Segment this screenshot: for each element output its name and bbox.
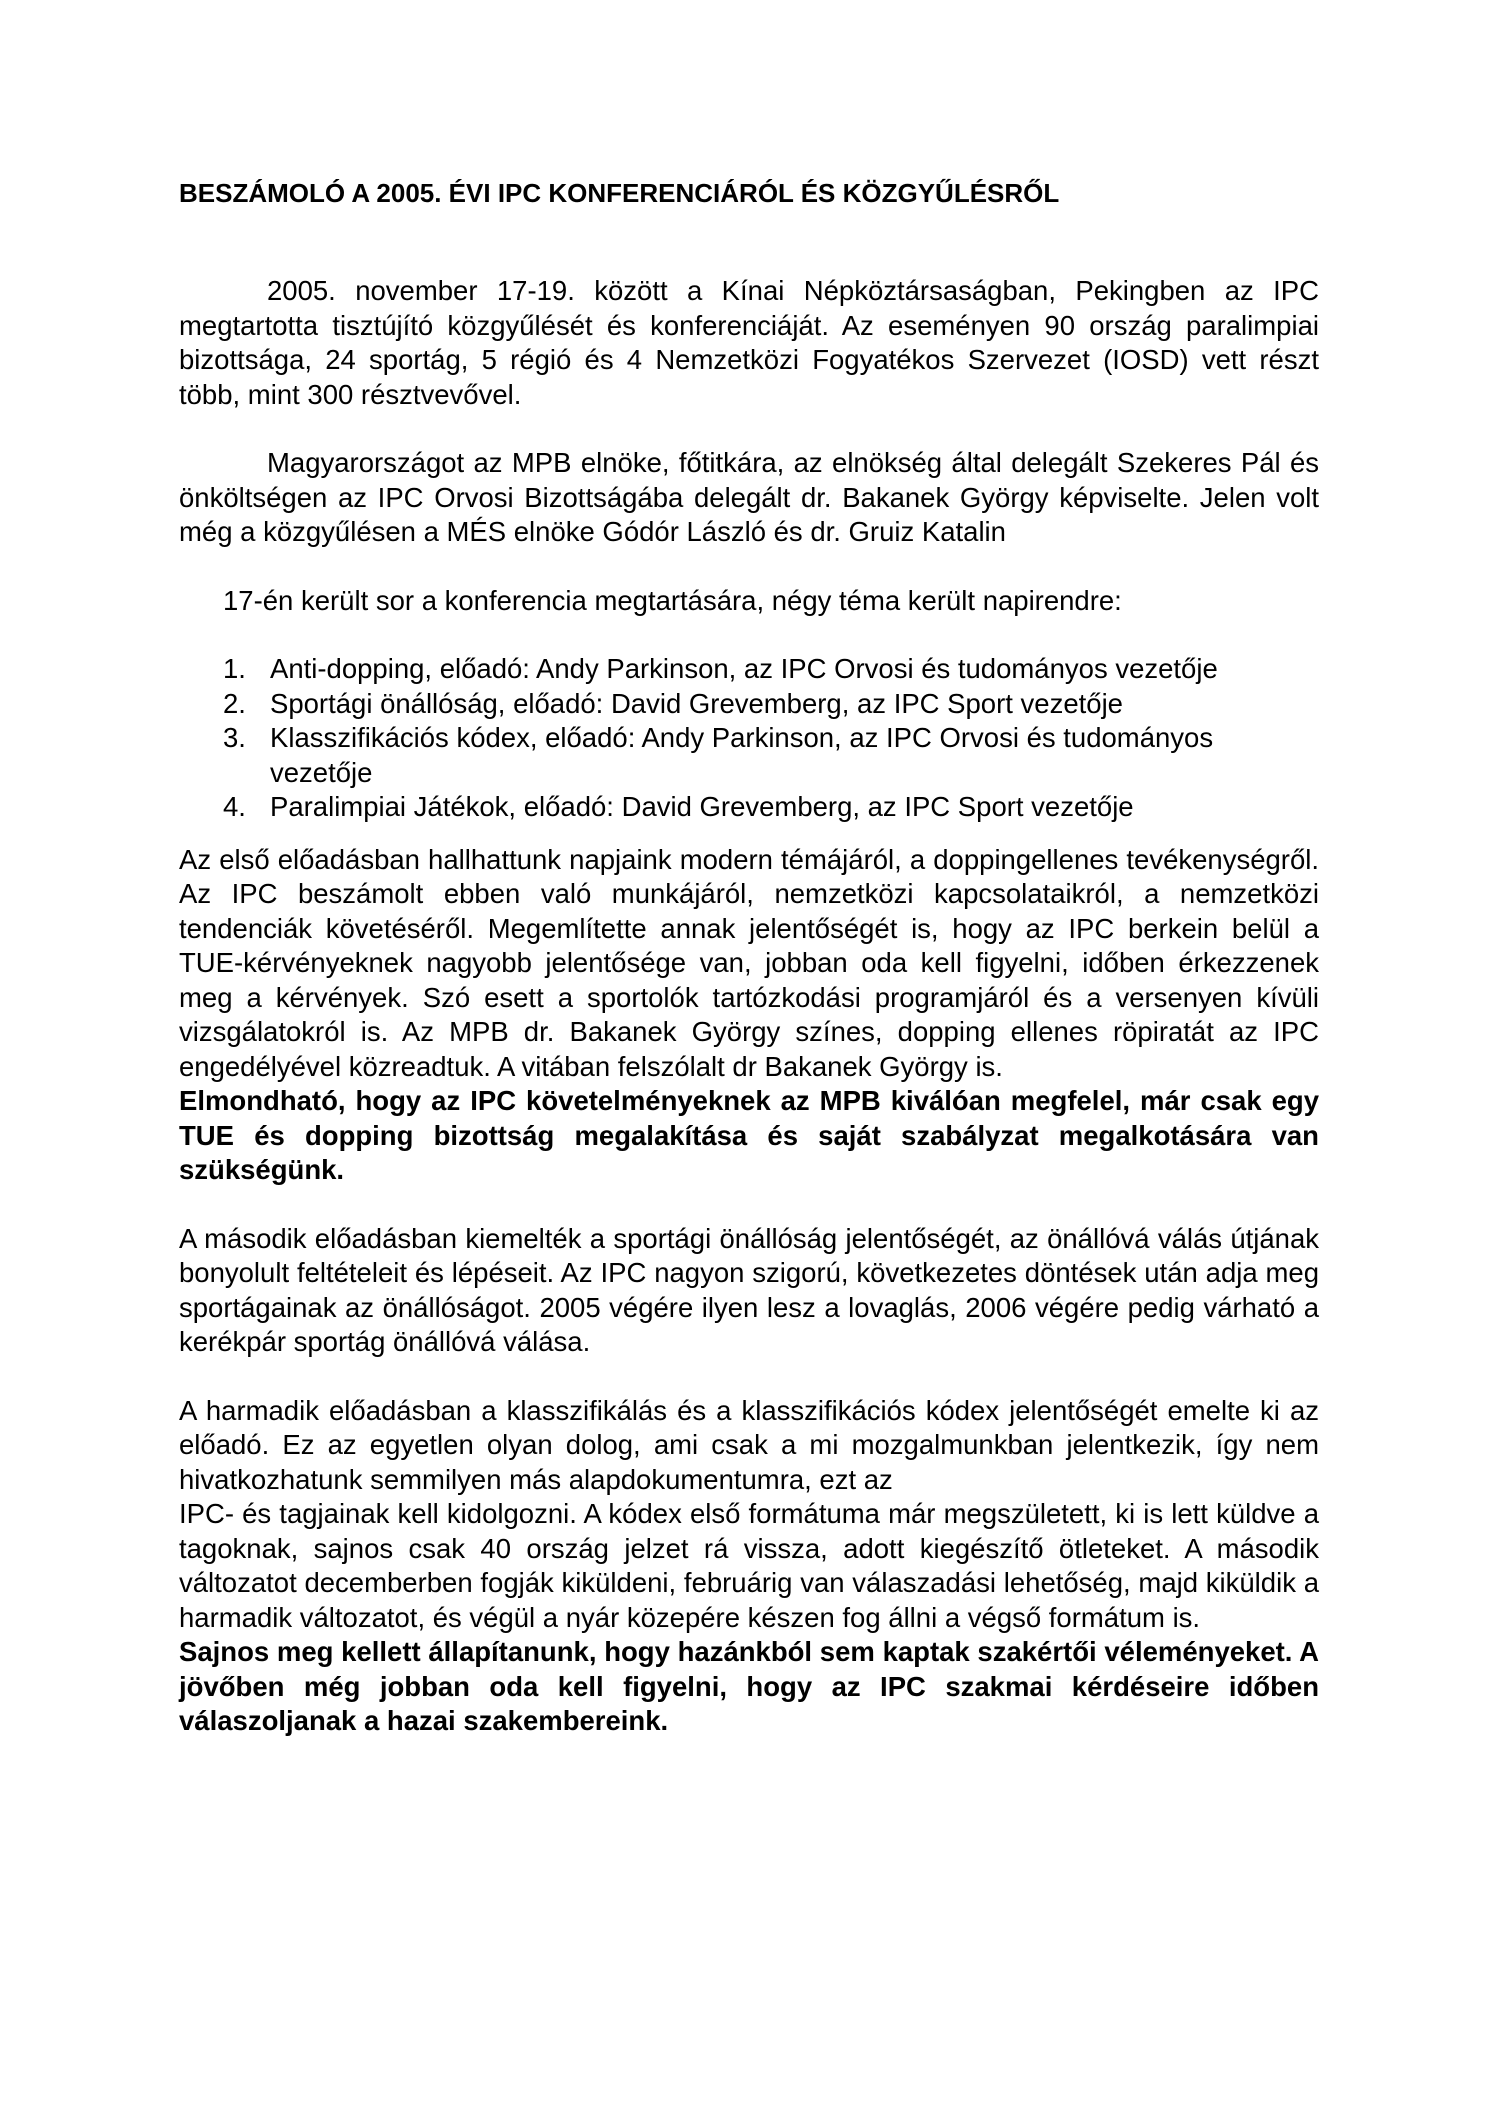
agenda-topic-list [179, 652, 1319, 825]
paragraph-gap [179, 1188, 1319, 1222]
paragraph-third-lecture-part1: A harmadik előadásban a klasszifikálás és a klasszifikációs kódex jelentőségét emelte ki az előadó. Ez az egyetlen olyan dolog, ami csak a mi mozgalmunkban jelentkezik, így nem hivatkozhatunk semmilyen más alapdokumentumra, ezt az [179, 1394, 1319, 1495]
list-item-text: Klasszifikációs kódex, előadó: Andy Parkinson, az IPC Orvosi és tudományos vezetője [270, 722, 1214, 788]
list-item-number: 1. [223, 653, 246, 684]
paragraph-second-lecture: A második előadásban kiemelték a sportági önállóság jelentőségét, az önállóvá válás útjának bonyolult feltételeit és lépéseit. Az IPC nagyon szigorú, következetes döntések után adja meg sportágainak az önállóságot. 2005 végére ilyen lesz a lovaglás, 2006 végére pedig várható a kerékpár sportág önállóvá válása. [179, 1222, 1319, 1357]
list-item-text: Anti-dopping, előadó: Andy Parkinson, az IPC Orvosi és tudományos vezetője [270, 653, 1218, 684]
list-item [223, 721, 1319, 790]
list-item [223, 687, 1319, 722]
list-item-number: 4. [223, 791, 246, 822]
list-item [223, 790, 1319, 825]
paragraph-gap [179, 550, 1319, 584]
list-item-text: Paralimpiai Játékok, előadó: David Grevemberg, az IPC Sport vezetője [270, 791, 1134, 822]
paragraph-third-lecture-part2: IPC- és tagjainak kell kidolgozni. A kódex első formátuma már megszületett, ki is lett küldve a tagoknak, sajnos csak 40 ország jelzet rá vissza, adott kiegészítő ötleteket. A második változatot decemberben fogják kiküldeni, februárig van válaszadási lehetőség, majd kiküldik a harmadik változatot, és végül a nyár közepére készen fog állni a végső formátum is. [179, 1498, 1319, 1633]
list-item [223, 652, 1319, 687]
document-title: BESZÁMOLÓ A 2005. ÉVI IPC KONFERENCIÁRÓL ÉS KÖZGYŰLÉSRŐL [179, 178, 1060, 208]
paragraph-gap [179, 618, 1319, 652]
paragraph-gap [179, 412, 1319, 446]
paragraph-agenda-intro: 17-én került sor a konferencia megtartására, négy téma került napirendre: [223, 584, 1122, 616]
list-item-number: 2. [223, 687, 246, 719]
document-body [179, 176, 1319, 1739]
paragraph-third-lecture-conclusion: Sajnos meg kellett állapítanunk, hogy hazánkból sem kaptak szakértői véleményeket. A jövőben még jobban oda kell figyelni, hogy az IPC szakmai kérdéseire időben válaszoljanak a hazai szakembereink. [179, 1636, 1319, 1736]
list-item-number: 3. [223, 722, 246, 753]
paragraph-first-lecture-conclusion: Elmondható, hogy az IPC követelményeknek az MPB kiválóan megfelel, már csak egy TUE és dopping bizottság megalakítása és saját szabályzat megalkotására van szükségünk. [179, 1085, 1319, 1185]
paragraph-first-lecture: Az első előadásban hallhattunk napjaink modern témájáról, a doppingellenes tevékenységről. Az IPC beszámolt ebben való munkájáról, nemzetközi kapcsolataikról, a nemzetközi tendenciák követéséről. Megemlítette annak jelentőségét is, hogy az IPC berkein belül a TUE-kérvényeknek nagyobb jelentősége van, jobban oda kell figyelni, időben érkezzenek meg a kérvények. Szó esett a sportolók tartózkodási programjáról és a versenyen kívüli vizsgálatokról is. Az MPB dr. Bakanek György színes, dopping ellenes röpiratát az IPC engedélyével közreadtuk. A vitában felszólalt dr Bakanek György is. [179, 843, 1319, 1082]
paragraph-gap [179, 825, 1319, 843]
paragraph-gap [179, 1360, 1319, 1394]
list-item-text: Sportági önállóság, előadó: David Grevemberg, az IPC Sport vezetője [270, 687, 1123, 719]
paragraph-delegation: Magyarországot az MPB elnöke, főtitkára, az elnökség által delegált Szekeres Pál és önköltségen az IPC Orvosi Bizottságába delegált dr. Bakanek György képviselte. Jelen volt még a közgyűlésen a MÉS elnöke Gódór László és dr. Gruiz Katalin [179, 447, 1319, 547]
paragraph-event-summary: 2005. november 17-19. között a Kínai Népköztársaságban, Pekingben az IPC megtartotta tisztújító közgyűlését és konferenciáját. Az eseményen 90 ország paralimpiai bizottsága, 24 sportág, 5 régió és 4 Nemzetközi Fogyatékos Szervezet (IOSD) vett részt több, mint 300 résztvevővel. [179, 275, 1319, 410]
